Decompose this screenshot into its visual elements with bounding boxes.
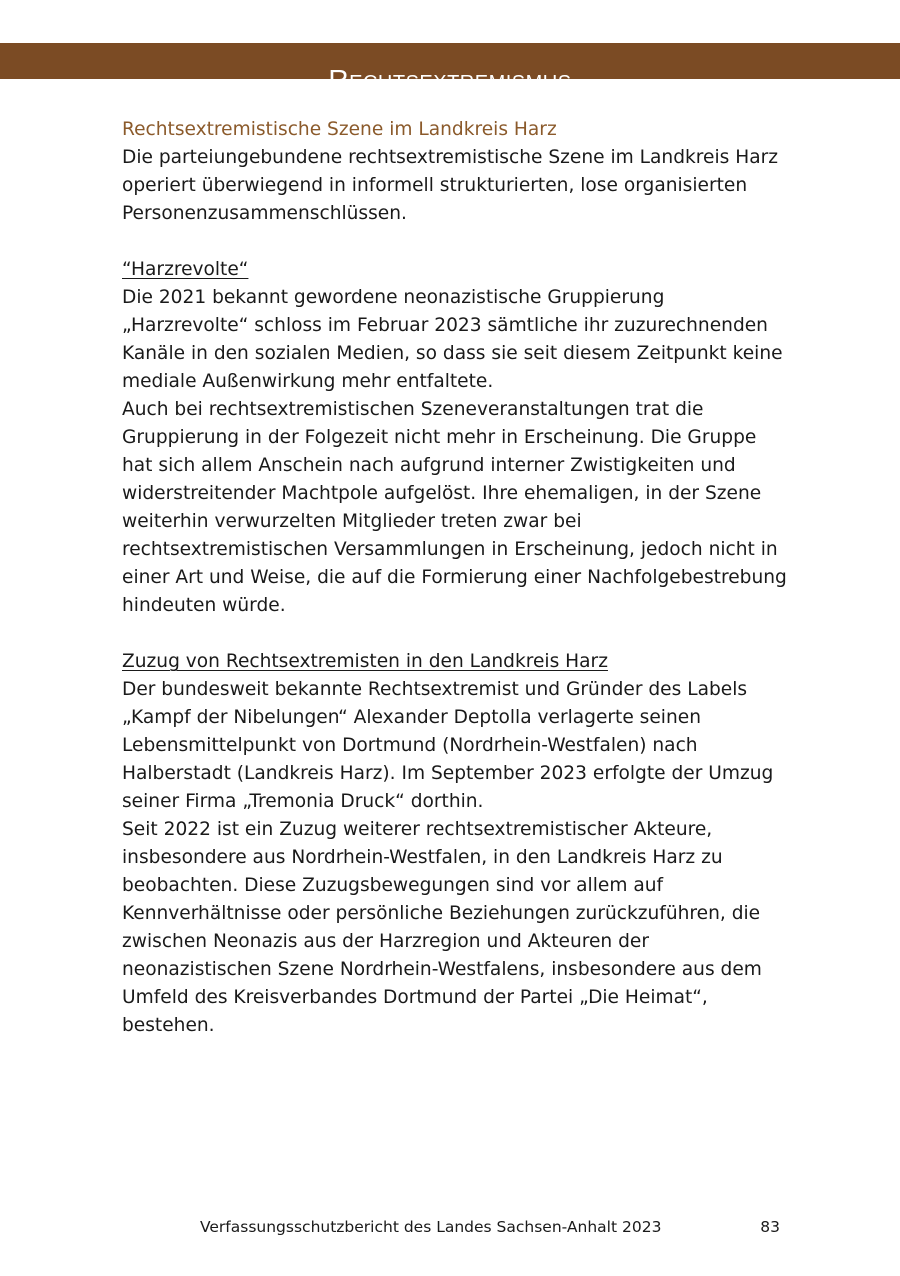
paragraph: Der bundesweit bekannte Rechtsextremist und Gründer des Labels „Kampf der Nibelungen“ Alexander Deptolla verlagerte seinen Lebensmittelpunkt von Dortmund (Nordrhein-Westfalen) nach Halberstadt (Landkreis Harz). Im September 2023 erfolgte der Umzug seiner Firma „Tremonia Druck“ dorthin. <box>122 679 774 812</box>
chapter-header-bar <box>0 43 900 95</box>
footer-report-title: Verfassungsschutzbericht des Landes Sachsen-Anhalt 2023 <box>200 1218 662 1236</box>
chapter-title: Rechtsextremismus <box>328 63 572 95</box>
section-heading-text: Zuzug von Rechtsextremisten in den Landkreis Harz <box>122 651 608 672</box>
section-spacer <box>122 228 787 256</box>
page-content <box>122 116 787 1040</box>
section-heading-zuzug <box>122 648 787 676</box>
paragraph: Auch bei rechtsextremistischen Szeneveranstaltungen trat die Gruppierung in der Folgezeit nicht mehr in Erscheinung. Die Gruppe hat sich allem Anschein nach aufgrund interner Zwistigkeiten und widerstreitender Machtpole aufgelöst. Ihre ehemaligen, in der Szene weiterhin verwurzelten Mitglieder treten zwar bei rechtsextremistischen Versammlungen in Erscheinung, jedoch nicht in einer Art und Weise, die auf die Formierung einer Nachfolgebestrebung hindeuten würde. <box>122 399 787 616</box>
section-heading-szene: Rechtsextremistische Szene im Landkreis Harz <box>122 119 557 140</box>
paragraph: Die parteiungebundene rechtsextremistische Szene im Landkreis Harz operiert überwiegend in informell strukturierten, lose organisierten Personenzusammenschlüssen. <box>122 147 778 224</box>
paragraph: Seit 2022 ist ein Zuzug weiterer rechtsextremistischer Akteure, insbesondere aus Nordrhein-Westfalen, in den Landkreis Harz zu beobachten. Diese Zuzugsbewegungen sind vor allem auf Kennverhältnisse oder persönliche Beziehungen zurückzuführen, die zwischen Neonazis aus der Harzregion und Akteuren der neonazistischen Szene Nordrhein-Westfalens, insbesondere aus dem Umfeld des Kreisverbandes Dortmund der Partei „Die Heimat“, bestehen. <box>122 819 762 1036</box>
paragraph: Die 2021 bekannt gewordene neonazistische Gruppierung „Harzrevolte“ schloss im Februar 2023 sämtliche ihr zuzurechnenden Kanäle in den sozialen Medien, so dass sie seit diesem Zeitpunkt keine mediale Außenwirkung mehr entfaltete. <box>122 287 783 392</box>
section-heading-harzrevolte <box>122 256 787 284</box>
section-spacer <box>122 620 787 648</box>
section-heading-text: “Harzrevolte“ <box>122 259 249 280</box>
page-number: 83 <box>760 1218 780 1236</box>
